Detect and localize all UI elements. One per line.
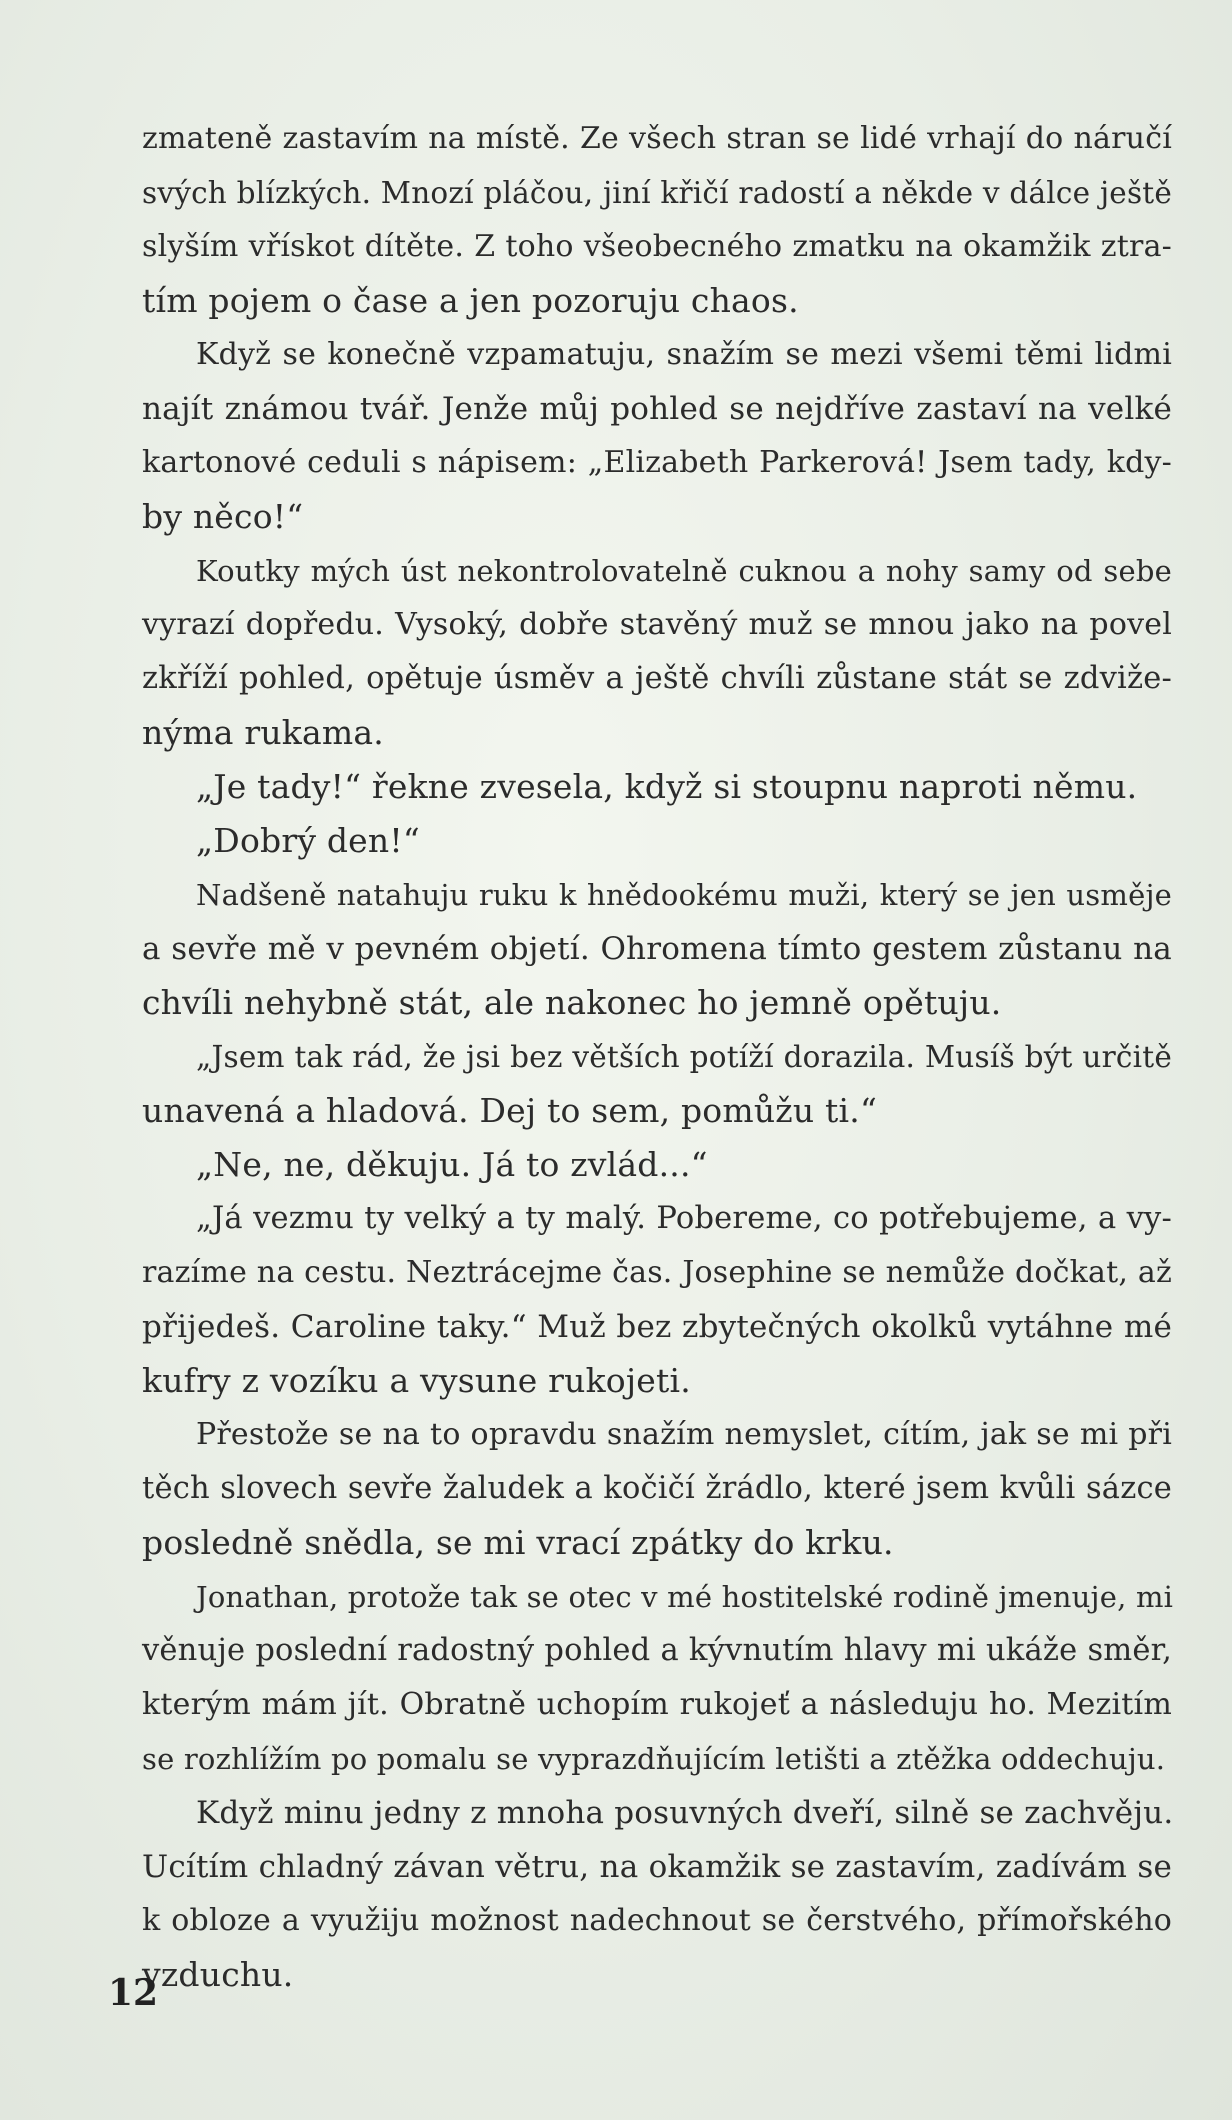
text-line: „Jsem tak rád, že jsi bez větších potíží dorazila. Musíš být určitě [196, 1040, 1172, 1074]
text-line: tím pojem o čase a jen pozoruju chaos. [142, 281, 799, 320]
text-line: Když se konečně vzpamatuju, snažím se mezi všemi těmi lidmi [196, 337, 1172, 372]
text-line: Když minu jedny z mnoha posuvných dveří, silně se zachvěju. [196, 1795, 1174, 1831]
text-line: přijedeš. Caroline taky.“ Muž bez zbytečných okolků vytáhne mé [142, 1309, 1172, 1345]
book-page-text [142, 112, 1172, 2002]
text-line: vzduchu. [142, 1955, 294, 1994]
text-line: unavená a hladová. Dej to sem, pomůžu ti.“ [142, 1091, 878, 1130]
text-line: k obloze a využiju možnost nadechnout se čerstvého, přímořského [142, 1903, 1172, 1938]
text-line: by něco!“ [142, 497, 304, 536]
text-line: „Já vezmu ty velký a ty malý. Pobereme, co potřebujeme, a vy- [196, 1201, 1172, 1236]
text-line: „Dobrý den!“ [196, 821, 420, 860]
text-line: Jonathan, protože tak se otec v mé hostitelské rodině jmenuje, mi [196, 1580, 1174, 1614]
text-line: nýma rukama. [142, 713, 384, 752]
text-line: razíme na cestu. Neztrácejme čas. Josephine se nemůže dočkat, až [142, 1255, 1172, 1290]
text-line: zkříží pohled, opětuje úsměv a ještě chvíli zůstane stát se zdviže- [142, 661, 1172, 696]
text-line: Ucítím chladný závan větru, na okamžik se zastavím, zadívám se [142, 1849, 1172, 1885]
text-line: Přestože se na to opravdu snažím nemyslet, cítím, jak se mi při [196, 1417, 1172, 1452]
page-number: 12 [108, 1972, 159, 2014]
text-line: kufry z vozíku a vysune rukojeti. [142, 1361, 691, 1400]
text-line: svých blízkých. Mnozí pláčou, jiní křičí radostí a někde v dálce ještě [142, 176, 1172, 210]
text-line: kterým mám jít. Obratně uchopím rukojeť a následuju ho. Mezitím [142, 1687, 1172, 1722]
text-line: Nadšeně natahuju ruku k hnědookému muži, který se jen usměje [196, 878, 1172, 912]
text-line: Koutky mých úst nekontrolovatelně cuknou a nohy samy od sebe [196, 554, 1172, 588]
text-line: zmateně zastavím na místě. Ze všech stran se lidé vrhají do náručí [142, 121, 1172, 156]
text-line: slyším vřískot dítěte. Z toho všeobecného zmatku na okamžik ztra- [142, 229, 1172, 264]
text-line: kartonové ceduli s nápisem: „Elizabeth Parkerová! Jsem tady, kdy- [142, 445, 1172, 480]
text-line: „Ne, ne, děkuju. Já to zvlád...“ [196, 1145, 708, 1184]
text-line: se rozhlížím po pomalu se vyprazdňujícím letišti a ztěžka oddechuju. [142, 1742, 1166, 1776]
text-line: posledně snědla, se mi vrací zpátky do krku. [142, 1523, 894, 1562]
text-line: „Je tady!“ řekne zvesela, když si stoupnu naproti němu. [196, 767, 1138, 806]
text-line: těch slovech sevře žaludek a kočičí žrádlo, které jsem kvůli sázce [142, 1471, 1172, 1506]
text-line: a sevře mě v pevném objetí. Ohromena tímto gestem zůstanu na [142, 931, 1172, 967]
text-line: vyrazí dopředu. Vysoký, dobře stavěný muž se mnou jako na povel [142, 607, 1172, 642]
text-line: chvíli nehybně stát, ale nakonec ho jemně opětuju. [142, 983, 1002, 1022]
text-line: najít známou tvář. Jenže můj pohled se nejdříve zastaví na velké [142, 391, 1172, 427]
text-line: věnuje poslední radostný pohled a kývnutím hlavy mi ukáže směr, [142, 1633, 1172, 1668]
